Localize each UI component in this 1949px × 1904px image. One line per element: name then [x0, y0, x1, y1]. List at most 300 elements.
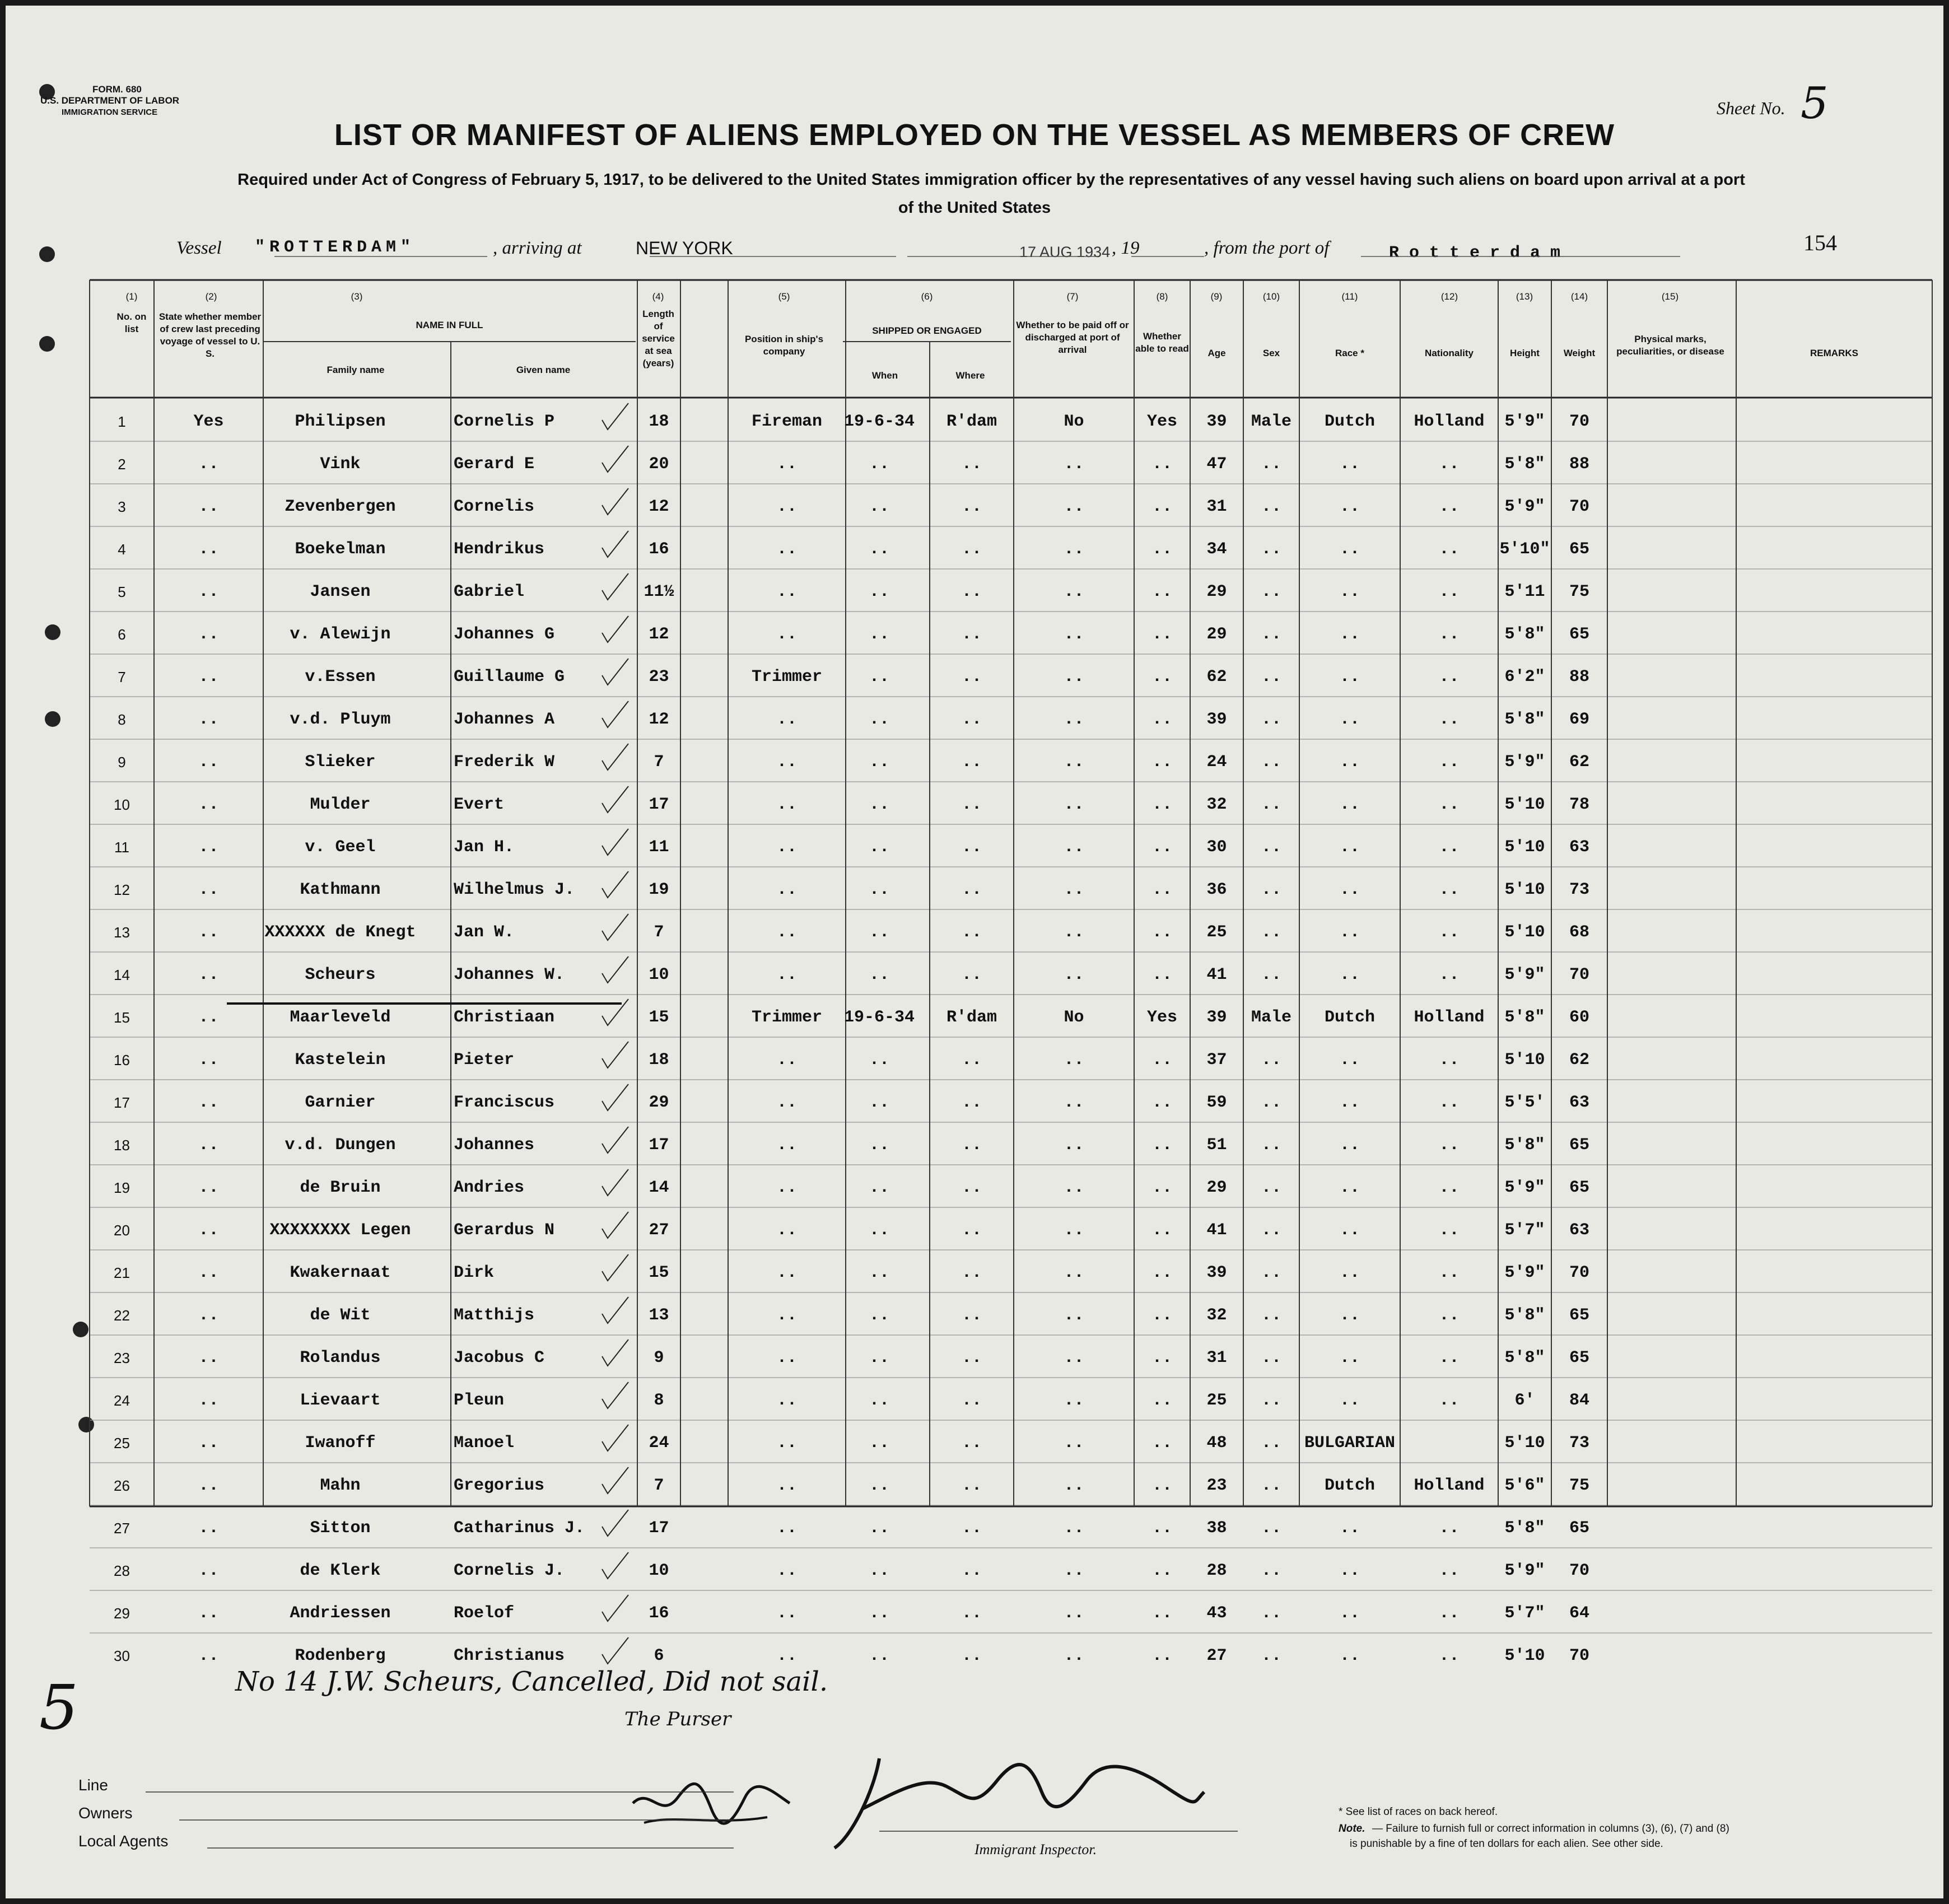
- header-age: Age: [1207, 348, 1226, 358]
- column-number: (14): [1570, 291, 1588, 302]
- table-row: [6, 1252, 1943, 1294]
- able-to-read: ..: [1151, 1391, 1172, 1410]
- weight: 65: [1569, 1136, 1589, 1155]
- nationality: ..: [1439, 582, 1460, 601]
- sex: ..: [1261, 1263, 1281, 1282]
- table-row: [6, 1124, 1943, 1166]
- length-of-service: 23: [649, 668, 669, 687]
- position: ..: [776, 582, 797, 601]
- from-port-label: , from the port of: [1204, 238, 1330, 258]
- previous-voyage: ..: [198, 923, 219, 942]
- row-number: 23: [114, 1350, 130, 1366]
- column-number: (4): [652, 291, 664, 302]
- sex: ..: [1261, 1561, 1281, 1580]
- row-number: 4: [118, 541, 126, 558]
- table-row: [6, 486, 1943, 528]
- shipped-where: ..: [961, 710, 982, 729]
- sex: ..: [1261, 540, 1281, 559]
- family-name: Vink: [320, 455, 361, 474]
- paid-off: ..: [1064, 1561, 1084, 1580]
- given-name: Christiaan: [454, 1008, 555, 1027]
- shipped-when: ..: [869, 1519, 889, 1538]
- family-name: Andriessen: [290, 1604, 391, 1623]
- previous-voyage: ..: [198, 582, 219, 601]
- length-of-service: 18: [649, 1051, 669, 1070]
- weight: 70: [1569, 1263, 1589, 1282]
- nationality: ..: [1439, 1178, 1460, 1197]
- given-name: Frederik W: [454, 753, 555, 772]
- cancellation-note: No 14 J.W. Scheurs, Cancelled, Did not sail.: [235, 1666, 828, 1697]
- sex: ..: [1261, 1051, 1281, 1070]
- shipped-where: R'dam: [946, 412, 997, 431]
- family-name: v.d. Pluym: [290, 710, 391, 729]
- length-of-service: 27: [649, 1221, 669, 1240]
- previous-voyage: ..: [198, 540, 219, 559]
- table-row: [6, 571, 1943, 613]
- table-row: [6, 656, 1943, 698]
- nationality: ..: [1439, 1348, 1460, 1368]
- length-of-service: 9: [654, 1348, 664, 1368]
- length-of-service: 10: [649, 965, 669, 984]
- weight: 88: [1569, 668, 1589, 687]
- family-name: de Bruin: [300, 1178, 381, 1197]
- row-number: 26: [114, 1477, 130, 1494]
- shipped-when: ..: [869, 582, 889, 601]
- shipped-when: ..: [869, 1561, 889, 1580]
- able-to-read: ..: [1151, 1263, 1172, 1282]
- shipped-where: ..: [961, 625, 982, 644]
- position: ..: [776, 1051, 797, 1070]
- weight: 63: [1569, 1221, 1589, 1240]
- table-row: [6, 698, 1943, 741]
- shipped-when: ..: [869, 880, 889, 899]
- page-number: 154: [1803, 230, 1837, 255]
- nationality: Holland: [1414, 412, 1485, 431]
- sex: ..: [1261, 1646, 1281, 1665]
- given-name: Roelof: [454, 1604, 515, 1623]
- able-to-read: ..: [1151, 1221, 1172, 1240]
- given-name: Gerardus N: [454, 1221, 555, 1240]
- length-of-service: 7: [654, 923, 664, 942]
- nationality: ..: [1439, 540, 1460, 559]
- table-row: [6, 911, 1943, 954]
- shipped-where: ..: [961, 753, 982, 772]
- header-crew-last-voyage: State whether member of crew last preceding voyage of vessel to U. S.: [158, 311, 262, 359]
- shipped-where: ..: [961, 1561, 982, 1580]
- shipped-when: ..: [869, 965, 889, 984]
- able-to-read: ..: [1151, 1093, 1172, 1112]
- age: 31: [1206, 1348, 1227, 1368]
- weight: 62: [1569, 753, 1589, 772]
- race: ..: [1339, 1604, 1360, 1623]
- race: BULGARIAN: [1304, 1434, 1396, 1453]
- given-name: Johannes A: [454, 710, 555, 729]
- header-no-on-list: No. on list: [116, 311, 147, 334]
- previous-voyage: ..: [198, 1476, 219, 1495]
- height: 5'10: [1504, 923, 1545, 942]
- header-name-in-full: NAME IN FULL: [416, 320, 483, 330]
- row-number: 22: [114, 1307, 130, 1324]
- sheet-number: 5: [1801, 78, 1829, 129]
- row-number: 5: [118, 584, 126, 600]
- position: ..: [776, 753, 797, 772]
- sex: ..: [1261, 795, 1281, 814]
- family-name: Rodenberg: [295, 1646, 386, 1665]
- weight: 78: [1569, 795, 1589, 814]
- table-row: [6, 1379, 1943, 1422]
- height: 5'7": [1504, 1604, 1545, 1623]
- vessel-label: Vessel: [176, 238, 222, 258]
- able-to-read: ..: [1151, 1178, 1172, 1197]
- shipped-where: ..: [961, 1221, 982, 1240]
- family-name: Kathmann: [300, 880, 381, 899]
- shipped-where: ..: [961, 1348, 982, 1368]
- row-number: 30: [114, 1648, 130, 1664]
- sex: ..: [1261, 710, 1281, 729]
- paid-off: ..: [1064, 540, 1084, 559]
- previous-voyage: ..: [198, 668, 219, 687]
- shipped-when: ..: [869, 1476, 889, 1495]
- table-row: [6, 400, 1943, 443]
- height: 5'8": [1504, 1519, 1545, 1538]
- table-row: [6, 528, 1943, 571]
- nationality: ..: [1439, 880, 1460, 899]
- race: ..: [1339, 1348, 1360, 1368]
- able-to-read: ..: [1151, 1561, 1172, 1580]
- length-of-service: 11: [649, 838, 669, 857]
- position: ..: [776, 1561, 797, 1580]
- length-of-service: 15: [649, 1008, 669, 1027]
- shipped-when: ..: [869, 497, 889, 516]
- able-to-read: ..: [1151, 710, 1172, 729]
- header-given-name: Given name: [516, 365, 571, 375]
- race: Dutch: [1324, 1476, 1375, 1495]
- shipped-where: ..: [961, 582, 982, 601]
- shipped-where: ..: [961, 497, 982, 516]
- race: ..: [1339, 455, 1360, 474]
- height: 5'10: [1504, 795, 1545, 814]
- length-of-service: 10: [649, 1561, 669, 1580]
- weight: 84: [1569, 1391, 1589, 1410]
- family-name: Kwakernaat: [290, 1263, 391, 1282]
- family-name: v.d. Dungen: [285, 1136, 396, 1155]
- paid-off: No: [1064, 412, 1084, 431]
- table-row: [6, 1592, 1943, 1635]
- height: 6': [1514, 1391, 1535, 1410]
- row-number: 10: [114, 796, 130, 813]
- table-row: [6, 996, 1943, 1039]
- age: 32: [1206, 1306, 1227, 1325]
- paid-off: ..: [1064, 880, 1084, 899]
- nationality: ..: [1439, 753, 1460, 772]
- column-number: (7): [1066, 291, 1079, 302]
- able-to-read: ..: [1151, 1348, 1172, 1368]
- age: 28: [1206, 1561, 1227, 1580]
- position: ..: [776, 923, 797, 942]
- nationality: Holland: [1414, 1476, 1485, 1495]
- race: ..: [1339, 1051, 1360, 1070]
- age: 29: [1206, 625, 1227, 644]
- position: Trimmer: [751, 1008, 823, 1027]
- shipped-when: ..: [869, 540, 889, 559]
- given-name: Gabriel: [454, 582, 525, 601]
- paid-off: ..: [1064, 1136, 1084, 1155]
- paid-off: ..: [1064, 1178, 1084, 1197]
- able-to-read: ..: [1151, 1476, 1172, 1495]
- able-to-read: ..: [1151, 1051, 1172, 1070]
- weight: 88: [1569, 455, 1589, 474]
- paid-off: ..: [1064, 1221, 1084, 1240]
- sex: ..: [1261, 1136, 1281, 1155]
- paid-off: ..: [1064, 668, 1084, 687]
- age: 43: [1206, 1604, 1227, 1623]
- length-of-service: 20: [649, 455, 669, 474]
- previous-voyage: ..: [198, 1348, 219, 1368]
- shipped-where: ..: [961, 1178, 982, 1197]
- given-name: Johannes W.: [454, 965, 565, 984]
- column-number: (12): [1440, 291, 1458, 302]
- line-label: Line: [78, 1776, 108, 1794]
- height: 5'6": [1504, 1476, 1545, 1495]
- able-to-read: ..: [1151, 880, 1172, 899]
- age: 62: [1206, 668, 1227, 687]
- length-of-service: 16: [649, 1604, 669, 1623]
- position: ..: [776, 1221, 797, 1240]
- row-number: 19: [114, 1179, 130, 1196]
- age: 37: [1206, 1051, 1227, 1070]
- race: ..: [1339, 540, 1360, 559]
- height: 5'9": [1504, 1263, 1545, 1282]
- header-nationality: Nationality: [1425, 348, 1474, 358]
- able-to-read: ..: [1151, 1519, 1172, 1538]
- height: 5'10: [1504, 1646, 1545, 1665]
- shipped-when: ..: [869, 455, 889, 474]
- vessel-name: "ROTTERDAM": [255, 238, 416, 257]
- position: ..: [776, 1604, 797, 1623]
- sex: ..: [1261, 668, 1281, 687]
- subtitle-line1: Required under Act of Congress of February 5, 1917, to be delivered to the United States immigration officer by the representatives of any vessel having such aliens on board upon arrival at a port: [237, 171, 1745, 189]
- year-label: , 19: [1112, 238, 1140, 258]
- sex: ..: [1261, 965, 1281, 984]
- age: 48: [1206, 1434, 1227, 1453]
- given-name: Pleun: [454, 1391, 505, 1410]
- shipped-when: ..: [869, 795, 889, 814]
- shipped-where: ..: [961, 540, 982, 559]
- previous-voyage: ..: [198, 710, 219, 729]
- column-number: (11): [1341, 291, 1358, 302]
- paid-off: ..: [1064, 1306, 1084, 1325]
- shipped-when: ..: [869, 1263, 889, 1282]
- race: ..: [1339, 710, 1360, 729]
- position: Fireman: [751, 412, 823, 431]
- given-name: Guillaume G: [454, 668, 565, 687]
- age: 25: [1206, 1391, 1227, 1410]
- height: 5'8": [1504, 1008, 1545, 1027]
- row-number: 24: [114, 1392, 130, 1409]
- weight: 70: [1569, 497, 1589, 516]
- sex: ..: [1261, 1306, 1281, 1325]
- row-number: 9: [118, 754, 126, 771]
- header-when: When: [871, 370, 898, 381]
- previous-voyage: ..: [198, 1434, 219, 1453]
- age: 41: [1206, 965, 1227, 984]
- height: 5'10: [1504, 1051, 1545, 1070]
- height: 5'8": [1504, 710, 1545, 729]
- weight: 63: [1569, 838, 1589, 857]
- paid-off: ..: [1064, 965, 1084, 984]
- shipped-when: ..: [869, 1136, 889, 1155]
- family-name: XXXXXXXX Legen: [269, 1221, 411, 1240]
- shipped-where: ..: [961, 1391, 982, 1410]
- manifest-sheet: [6, 6, 1943, 1898]
- race: ..: [1339, 1561, 1360, 1580]
- row-number: 14: [114, 967, 130, 983]
- position: ..: [776, 710, 797, 729]
- page-title: LIST OR MANIFEST OF ALIENS EMPLOYED ON THE VESSEL AS MEMBERS OF CREW: [334, 118, 1615, 152]
- nationality: ..: [1439, 1221, 1460, 1240]
- given-name: Jan H.: [454, 838, 515, 857]
- height: 5'5': [1504, 1093, 1545, 1112]
- position: ..: [776, 838, 797, 857]
- able-to-read: ..: [1151, 1136, 1172, 1155]
- nationality: ..: [1439, 1136, 1460, 1155]
- previous-voyage: ..: [198, 1093, 219, 1112]
- race: ..: [1339, 923, 1360, 942]
- able-to-read: ..: [1151, 795, 1172, 814]
- position: ..: [776, 1519, 797, 1538]
- sex: ..: [1261, 1093, 1281, 1112]
- nationality: Holland: [1414, 1008, 1485, 1027]
- position: ..: [776, 1263, 797, 1282]
- shipped-where: ..: [961, 1604, 982, 1623]
- column-number: (10): [1262, 291, 1280, 302]
- able-to-read: ..: [1151, 668, 1172, 687]
- length-of-service: 17: [649, 795, 669, 814]
- form-number: FORM. 680: [92, 84, 142, 95]
- paid-off: ..: [1064, 795, 1084, 814]
- race: ..: [1339, 582, 1360, 601]
- able-to-read: ..: [1151, 1646, 1172, 1665]
- header-paid-off: Whether to be paid off or discharged at port of arrival: [1016, 320, 1129, 355]
- family-name: Mulder: [310, 795, 371, 814]
- weight: 70: [1569, 965, 1589, 984]
- row-number: 27: [114, 1520, 130, 1537]
- header-physical-marks: Physical marks, peculiarities, or disease: [1616, 334, 1724, 357]
- sex: ..: [1261, 1476, 1281, 1495]
- age: 34: [1206, 540, 1227, 559]
- given-name: Matthijs: [454, 1306, 535, 1325]
- family-name: Sitton: [310, 1519, 371, 1538]
- header-weight: Weight: [1563, 348, 1596, 358]
- note-text-line1: — Failure to furnish full or correct information in columns (3), (6), (7) and (8): [1372, 1823, 1729, 1835]
- length-of-service: 19: [649, 880, 669, 899]
- position: ..: [776, 1434, 797, 1453]
- nationality: ..: [1439, 1051, 1460, 1070]
- race: ..: [1339, 965, 1360, 984]
- shipped-when: ..: [869, 923, 889, 942]
- departure-port: R o t t e r d a m: [1389, 244, 1561, 263]
- shipped-when: ..: [869, 710, 889, 729]
- position: ..: [776, 1306, 797, 1325]
- table-row: [6, 1166, 1943, 1209]
- sex: ..: [1261, 497, 1281, 516]
- previous-voyage: ..: [198, 1136, 219, 1155]
- weight: 65: [1569, 625, 1589, 644]
- owners-label: Owners: [78, 1804, 133, 1822]
- weight: 63: [1569, 1093, 1589, 1112]
- position: ..: [776, 1178, 797, 1197]
- row-number: 15: [114, 1009, 130, 1026]
- able-to-read: ..: [1151, 455, 1172, 474]
- family-name: Boekelman: [295, 540, 386, 559]
- weight: 62: [1569, 1051, 1589, 1070]
- previous-voyage: ..: [198, 1008, 219, 1027]
- race: ..: [1339, 625, 1360, 644]
- length-of-service: 16: [649, 540, 669, 559]
- height: 5'8": [1504, 625, 1545, 644]
- length-of-service: 29: [649, 1093, 669, 1112]
- local-agents-label: Local Agents: [78, 1832, 169, 1850]
- race: ..: [1339, 1519, 1360, 1538]
- previous-voyage: ..: [198, 1561, 219, 1580]
- previous-voyage: ..: [198, 1178, 219, 1197]
- note-label: Note.: [1339, 1823, 1365, 1835]
- purser-note: The Purser: [624, 1708, 731, 1730]
- able-to-read: ..: [1151, 923, 1172, 942]
- table-row: [6, 826, 1943, 869]
- shipped-when: ..: [869, 1178, 889, 1197]
- shipped-where: ..: [961, 1263, 982, 1282]
- shipped-where: ..: [961, 1093, 982, 1112]
- given-name: Franciscus: [454, 1093, 555, 1112]
- age: 51: [1206, 1136, 1227, 1155]
- race: Dutch: [1324, 1008, 1375, 1027]
- previous-voyage: ..: [198, 880, 219, 899]
- row-number: 13: [114, 924, 130, 941]
- table-row: [6, 1550, 1943, 1592]
- column-number: (2): [205, 291, 217, 302]
- paid-off: ..: [1064, 1434, 1084, 1453]
- sex: ..: [1261, 838, 1281, 857]
- shipped-where: ..: [961, 923, 982, 942]
- able-to-read: ..: [1151, 1306, 1172, 1325]
- column-number: (5): [778, 291, 790, 302]
- paid-off: ..: [1064, 1519, 1084, 1538]
- row-number: 6: [118, 626, 126, 643]
- paid-off: No: [1064, 1008, 1084, 1027]
- shipped-when: ..: [869, 1604, 889, 1623]
- immigrant-inspector-label: Immigrant Inspector.: [974, 1841, 1097, 1858]
- row-number: 20: [114, 1222, 130, 1239]
- shipped-where: ..: [961, 1051, 982, 1070]
- length-of-service: 7: [654, 753, 664, 772]
- age: 29: [1206, 1178, 1227, 1197]
- date-stamp: 17 AUG 1934: [1019, 244, 1111, 260]
- column-number: (15): [1661, 291, 1679, 302]
- given-name: Jan W.: [454, 923, 515, 942]
- length-of-service: 24: [649, 1434, 669, 1453]
- given-name: Wilhelmus J.: [454, 880, 575, 899]
- given-name: Jacobus C: [454, 1348, 545, 1368]
- weight: 70: [1569, 1561, 1589, 1580]
- previous-voyage: ..: [198, 965, 219, 984]
- given-name: Pieter: [454, 1051, 515, 1070]
- table-row: [6, 1081, 1943, 1124]
- age: 39: [1206, 710, 1227, 729]
- length-of-service: 18: [649, 412, 669, 431]
- shipped-where: ..: [961, 1306, 982, 1325]
- family-name: Mahn: [320, 1476, 361, 1495]
